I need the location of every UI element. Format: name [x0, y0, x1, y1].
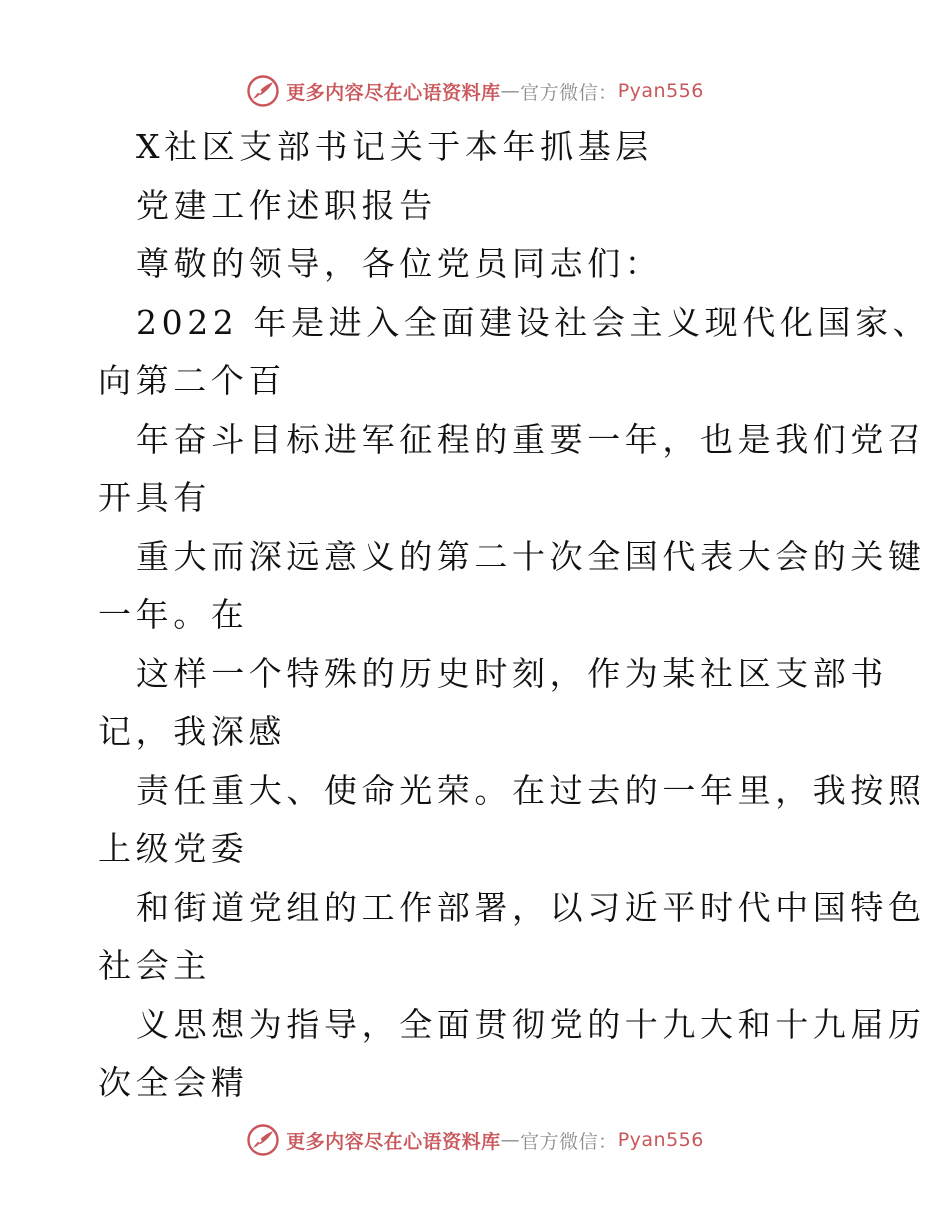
doc-title-line-1: X社区支部书记关于本年抓基层	[136, 127, 653, 166]
banner-wechat-id: Pyan556	[617, 80, 704, 102]
quill-pen-logo-icon	[246, 1123, 280, 1157]
doc-paragraph-line: 一年。在	[98, 595, 249, 634]
doc-title-line-2: 党建工作述职报告	[136, 185, 437, 225]
doc-paragraph-line: 这样一个特殊的历史时刻，作为某社区支部书	[136, 653, 888, 693]
header-banner	[0, 73, 950, 109]
doc-paragraph-line: 重大而深远意义的第二十次全国代表大会的关键	[136, 536, 926, 576]
banner-text	[286, 1127, 704, 1154]
banner-site-name: 更多内容尽在心语资料库	[286, 1130, 501, 1153]
doc-paragraph-line: 社会主	[98, 946, 211, 985]
banner-wechat-label: 官方微信：	[520, 1130, 618, 1153]
banner-text	[286, 78, 704, 105]
banner-wechat-id: Pyan556	[617, 1129, 704, 1151]
doc-paragraph-line: 开具有	[98, 478, 211, 517]
doc-paragraph-line: 向第二个百	[98, 361, 286, 400]
doc-paragraph-line: 责任重大、使命光荣。在过去的一年里，我按照	[136, 770, 926, 810]
banner-wechat-label: 官方微信：	[520, 81, 618, 104]
quill-pen-logo-icon	[246, 74, 280, 108]
doc-paragraph-line: 和街道党组的工作部署，以习近平时代中国特色	[136, 887, 926, 927]
doc-paragraph-line: 次全会精	[98, 1063, 249, 1102]
doc-paragraph-line: 年奋斗目标进军征程的重要一年，也是我们党召	[136, 419, 926, 459]
doc-paragraph-line: 记，我深感	[98, 712, 286, 751]
banner-dash: —	[500, 1129, 521, 1151]
doc-salutation: 尊敬的领导，各位党员同志们：	[136, 244, 663, 283]
banner-site-name: 更多内容尽在心语资料库	[286, 81, 501, 104]
doc-paragraph-line: 上级党委	[98, 829, 249, 868]
banner-dash: —	[500, 80, 521, 102]
doc-paragraph-line: 2022 年是进入全面建设社会主义现代化国家、	[136, 302, 931, 342]
doc-paragraph-line: 义思想为指导，全面贯彻党的十九大和十九届历	[136, 1004, 926, 1044]
footer-banner	[0, 1122, 950, 1158]
document-body	[98, 118, 931, 1113]
